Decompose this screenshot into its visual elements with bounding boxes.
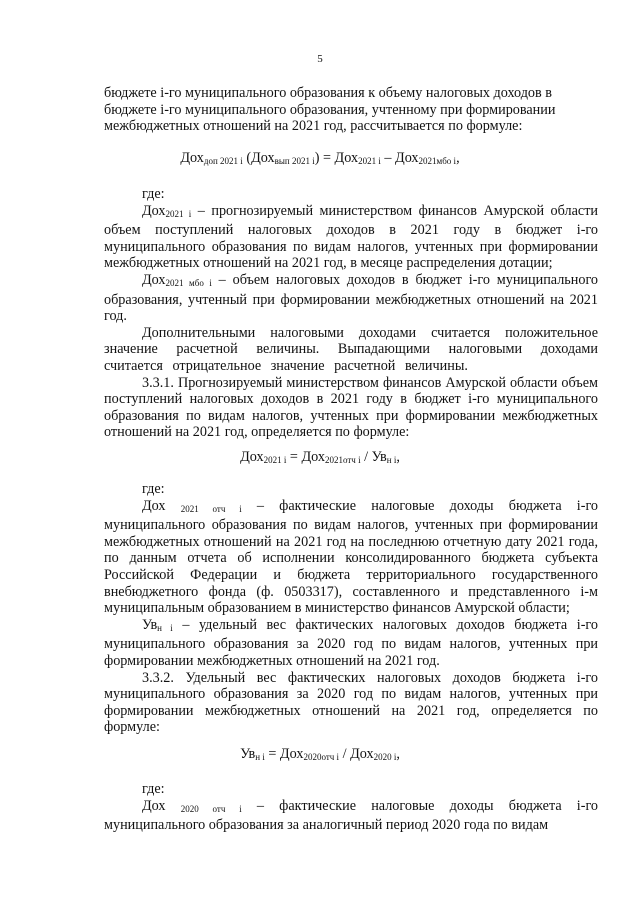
def1-term-sub: 2021 i (165, 208, 192, 219)
formula3-term-b: = Дох (264, 746, 304, 762)
definitions-block-1 (104, 186, 598, 441)
def3-term-sub: 2021 отч i (180, 503, 242, 514)
definition-planned-income (104, 272, 598, 325)
formula3-sub-c: 2020 i (373, 752, 397, 762)
definition-forecast-income (104, 203, 598, 272)
def5-text: – фактические налоговые доходы бюджета i-го муниципального образования за аналогичный период 2020 года по видам (104, 797, 599, 834)
formula1-term-d: – Дох (380, 150, 419, 166)
where-label-2: где: (142, 481, 165, 497)
formula2-term-d: , (396, 449, 400, 465)
paragraph-additional-income: Дополнительными налоговыми доходами считается положительное значение расчетной величины. Выпадающими налоговыми доходами считается отрицательное значение расчетной величины. (104, 324, 598, 374)
formula1-sub-d: 2021мбо i (418, 156, 457, 166)
formula2-sub-b: 2021отч i (324, 455, 361, 465)
intro-line-3: межбюджетных отношений на 2021 год, рассчитывается по формуле: (104, 118, 523, 135)
definition-share (104, 617, 598, 670)
where-label-1: где: (142, 186, 165, 202)
formula1-term-b: (Дох (242, 150, 275, 166)
paragraph-3-3-1: 3.3.1. Прогнозируемый министерством финансов Амурской области объем поступлений налоговых доходов в 2021 году в бюджет i-го муниципального образования по видам налогов, учтенных при формировании межбюджетных отношений на 2021 год, определяется по формуле: (104, 374, 598, 441)
def3-text: – фактические налоговые доходы бюджета i-го муниципального образования по видам налогов, учтенных при формировании межбюджетных отношений на 2021 год на последнюю отчетную дату 2021 года, по данным отчета об исполнении консолидированного бюджета субъекта Российской Федерации и бюджета территориального государственного внебюджетного фонда (ф. 0503317), составленного и представленного i-м муниципальным образованием в министерство финансов Амурской области; (104, 497, 599, 617)
formula3-term-a: Ув (240, 746, 256, 762)
formula1-term-e: , (456, 150, 460, 166)
def4-term: Ув (142, 616, 158, 633)
formula1-sub-a: доп 2021 i (203, 156, 243, 166)
definition-actual-income-2020 (104, 798, 598, 834)
formula3-sub-b: 2020отч i (303, 752, 340, 762)
paragraph-3-3-2: 3.3.2. Удельный вес фактических налоговых доходов бюджета i-го муниципального образования за 2020 год по видам налогов, учтенных при формировании межбюджетных отношений на 2021 год, определяется по формуле: (104, 669, 598, 736)
def4-text: – удельный вес фактических налоговых доходов бюджета i-го муниципального образования за 2020 год по видам налогов, учтенных при формировании межбюджетных отношений на 2021 год. (104, 616, 598, 669)
formula2-term-c: / Ув (360, 449, 387, 465)
intro-line-1: бюджете i-го муниципального образования к объему налоговых доходов в (104, 85, 552, 101)
formula3-term-c: / Дох (339, 746, 374, 762)
def5-term-sub: 2020 отч i (180, 803, 242, 814)
definitions-block-2 (104, 481, 598, 736)
formula2-term-b: = Дох (286, 449, 325, 465)
def2-text: – объем налоговых доходов в бюджет i-го муниципального образования, учтенный при формировании межбюджетных отношений на 2021 год. (104, 271, 599, 325)
formula1-sub-b: вып 2021 i (274, 156, 315, 166)
formula-additional-income (0, 150, 640, 167)
page-number: 5 (317, 53, 323, 65)
formula2-term-a: Дох (240, 449, 264, 465)
def1-term: Дох (142, 202, 166, 219)
formula1-term-c: ) = Дох (314, 150, 359, 166)
def3-term: Дох (142, 497, 166, 514)
definitions-block-3 (104, 781, 598, 834)
formula2-sub-a: 2021 i (263, 455, 287, 465)
def4-term-sub: н i (157, 622, 173, 633)
def5-term: Дох (142, 797, 166, 814)
formula1-term-a: Дох (180, 150, 204, 166)
def1-text-rest: объем поступлений налоговых доходов в 2021 году в бюджет i-го муниципального образования по видам налогов, учтенных при формировании межбюджетных отношений на 2021 год, в месяце распределения дотации; (104, 222, 598, 272)
def2-term-sub: 2021 мбо i (165, 277, 212, 288)
def2-term: Дох (142, 271, 166, 288)
formula1-sub-c: 2021 i (358, 156, 381, 166)
formula3-sub-a: н i (255, 752, 265, 762)
formula-forecast-income (0, 449, 640, 466)
intro-paragraph (104, 85, 598, 135)
def1-text-first: – прогнозируемый министерством финансов Амурской области (191, 202, 598, 219)
where-label-3: где: (142, 781, 165, 797)
intro-line-2: бюджете i-го муниципального образования, учтенному при формировании (104, 101, 556, 118)
formula2-sub-c: н i (386, 455, 397, 465)
formula-share (0, 746, 640, 763)
definition-actual-income-2021 (104, 498, 598, 617)
formula3-term-d: , (396, 746, 400, 762)
